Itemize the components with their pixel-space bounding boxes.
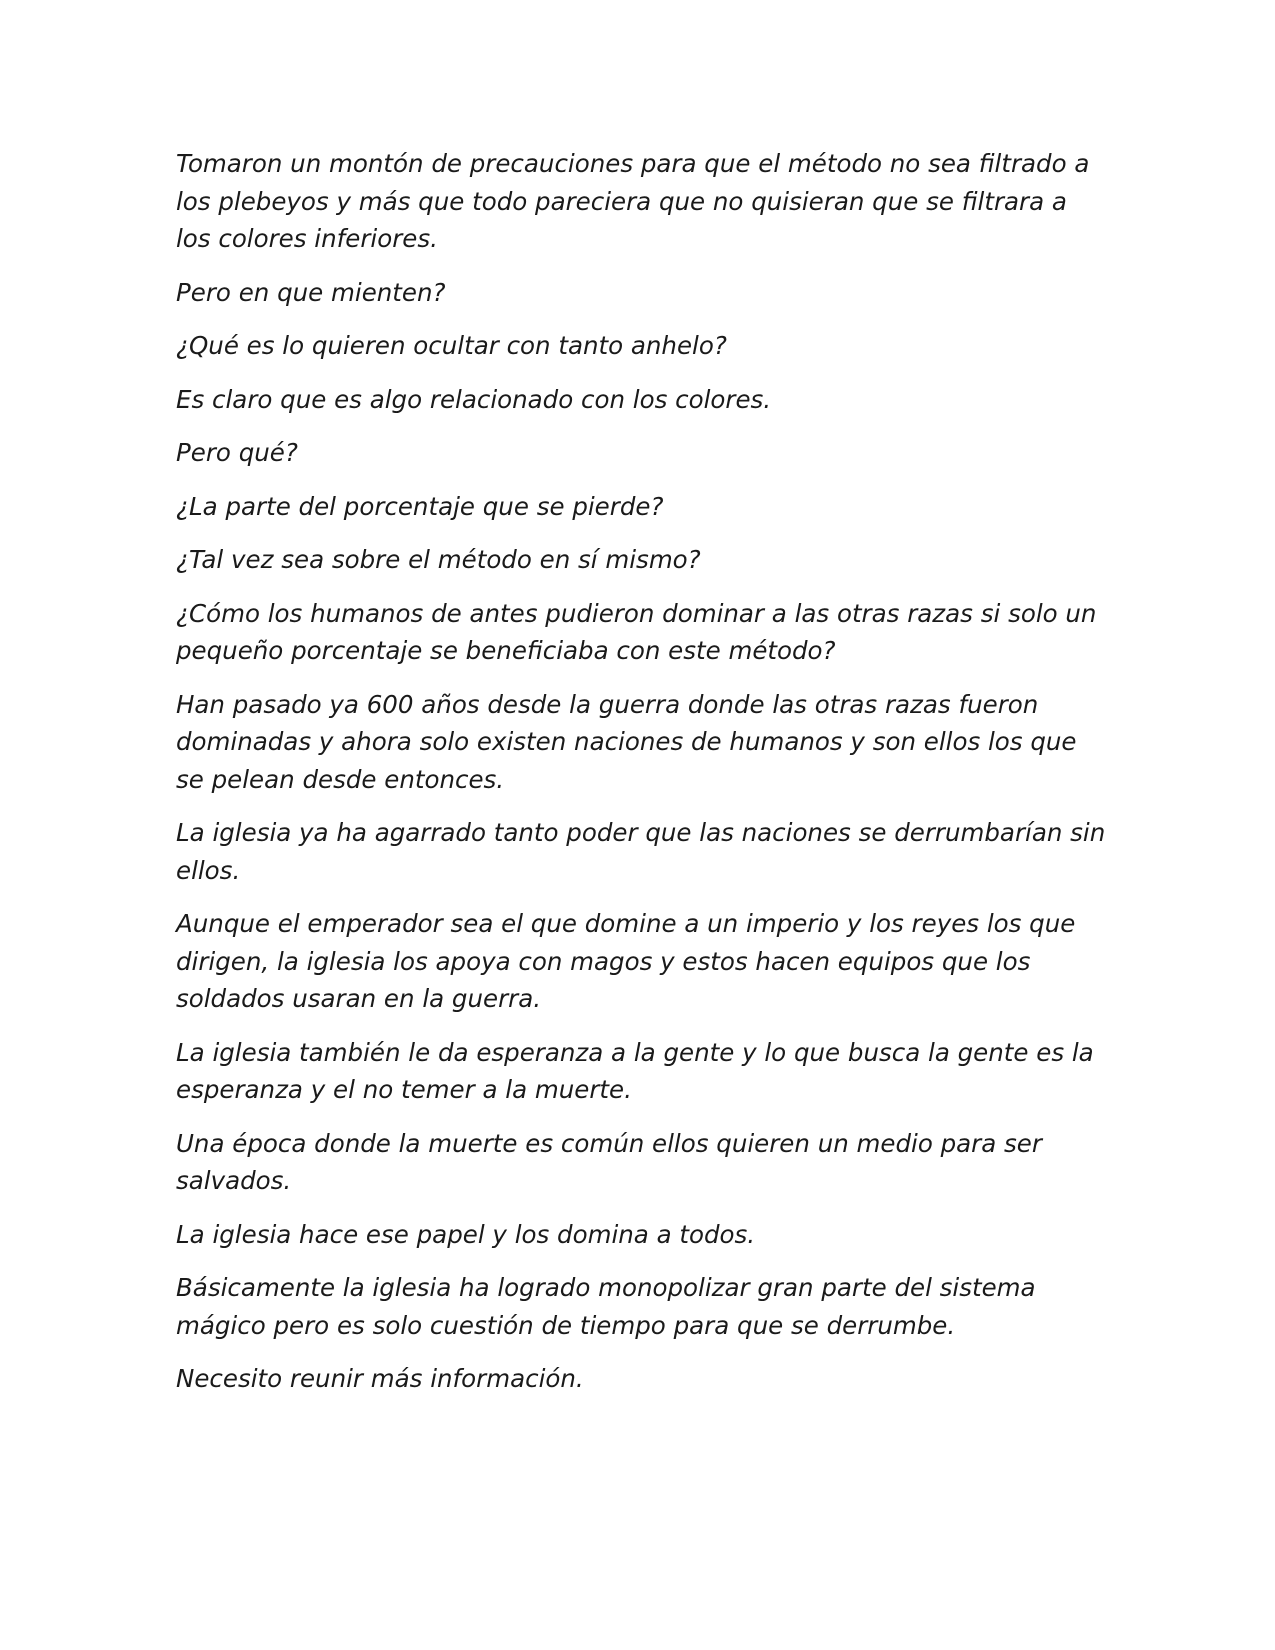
paragraph: Han pasado ya 600 años desde la guerra donde las otras razas fueron dominadas y ahora solo existen naciones de humanos y son ellos los que se pelean desde entonces. — [176, 689, 1077, 794]
paragraph: La iglesia hace ese papel y los domina a todos. — [176, 1219, 756, 1249]
paragraph: Es claro que es algo relacionado con los colores. — [176, 384, 772, 414]
paragraph: Una época donde la muerte es común ellos quieren un medio para ser salvados. — [176, 1128, 1042, 1195]
paragraph: ¿Tal vez sea sobre el método en sí mismo? — [176, 545, 701, 574]
paragraph: Básicamente la iglesia ha logrado monopolizar gran parte del sistema mágico pero es solo cuestión de tiempo para que se derrumbe. — [176, 1273, 1036, 1340]
paragraph: ¿Qué es lo quieren ocultar con tanto anhelo? — [176, 331, 727, 360]
paragraph: Pero en que mienten? — [176, 277, 446, 307]
paragraph: La iglesia también le da esperanza a la gente y lo que busca la gente es la esperanza y el no temer a la muerte. — [176, 1037, 1094, 1104]
paragraph: Aunque el emperador sea el que domine a un imperio y los reyes los que dirigen, la iglesia los apoya con magos y estos hacen equipos que los soldados usaran en la guerra. — [176, 909, 1076, 1013]
paragraph: ¿Cómo los humanos de antes pudieron dominar a las otras razas si solo un pequeño porcentaje se beneficiaba con este método? — [176, 598, 1097, 665]
document-body — [176, 145, 1106, 1414]
paragraph: Pero qué? — [176, 438, 298, 467]
paragraph: Tomaron un montón de precauciones para que el método no sea filtrado a los plebeyos y más que todo pareciera que no quisieran que se filtrara a los colores inferiores. — [176, 149, 1090, 253]
paragraph: Necesito reunir más información. — [176, 1364, 584, 1393]
paragraph: ¿La parte del porcentaje que se pierde? — [176, 491, 664, 521]
paragraph: La iglesia ya ha agarrado tanto poder que las naciones se derrumbarían sin ellos. — [176, 818, 1106, 885]
